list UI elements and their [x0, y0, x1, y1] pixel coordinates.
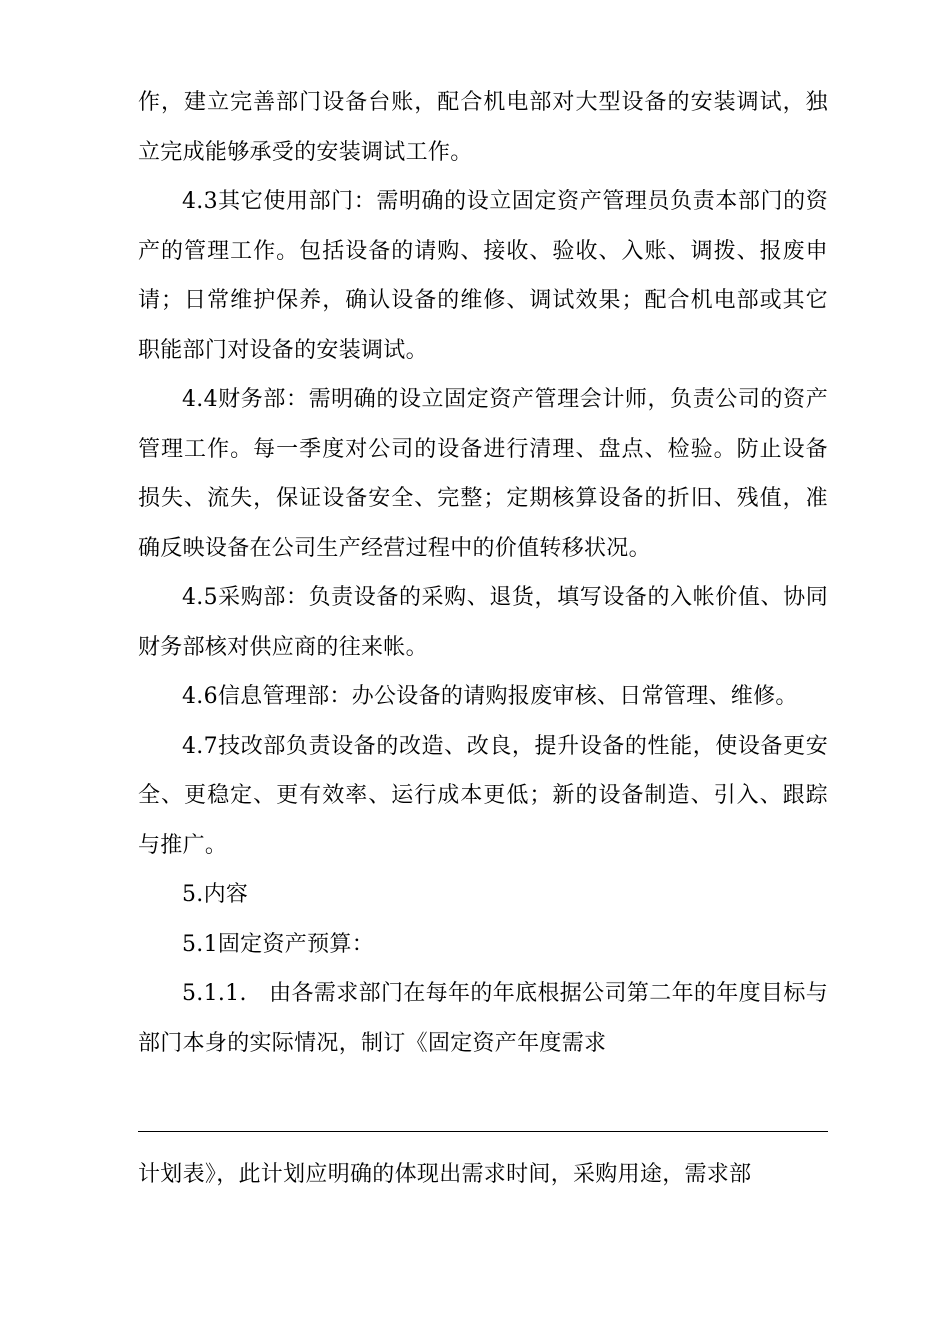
text-after-rule	[138, 1150, 828, 1200]
separator-rule	[138, 1131, 828, 1132]
paragraph-4-4: 4.4财务部：需明确的设立固定资产管理会计师，负责公司的资产管理工作。每一季度对公司的设备进行清理、盘点、检验。防止设备损失、流失，保证设备安全、完整；定期核算设备的折旧、残值，准确反映设备在公司生产经营过程中的价值转移状况。	[138, 387, 828, 561]
paragraph-5-1-1: 5.1.1. 由各需求部门在每年的年底根据公司第二年的年度目标与部门本身的实际情况，制订《固定资产年度需求	[138, 981, 828, 1056]
heading-5: 5.内容	[182, 882, 249, 907]
paragraph-after-rule: 计划表》，此计划应明确的体现出需求时间，采购用途，需求部	[138, 1162, 752, 1187]
paragraph-4-7: 4.7技改部负责设备的改造、改良，提升设备的性能，使设备更安全、更稳定、更有效率、运行成本更低；新的设备制造、引入、跟踪与推广。	[138, 733, 828, 858]
paragraph-4-3: 4.3其它使用部门：需明确的设立固定资产管理员负责本部门的资产的管理工作。包括设备的请购、接收、验收、入账、调拨、报废申请；日常维护保养，确认设备的维修、调试效果；配合机电部或其它职能部门对设备的安装调试。	[138, 189, 828, 363]
paragraph-continuation: 作，建立完善部门设备台账，配合机电部对大型设备的安装调试，独立完成能够承受的安装调试工作。	[138, 90, 828, 165]
paragraph-4-5: 4.5采购部：负责设备的采购、退货，填写设备的入帐价值、协同财务部核对供应商的往来帐。	[138, 585, 828, 660]
heading-5-1: 5.1固定资产预算：	[182, 931, 374, 957]
document-body	[138, 78, 828, 1068]
paragraph-4-6: 4.6信息管理部：办公设备的请购报废审核、日常管理、维修。	[182, 684, 798, 709]
